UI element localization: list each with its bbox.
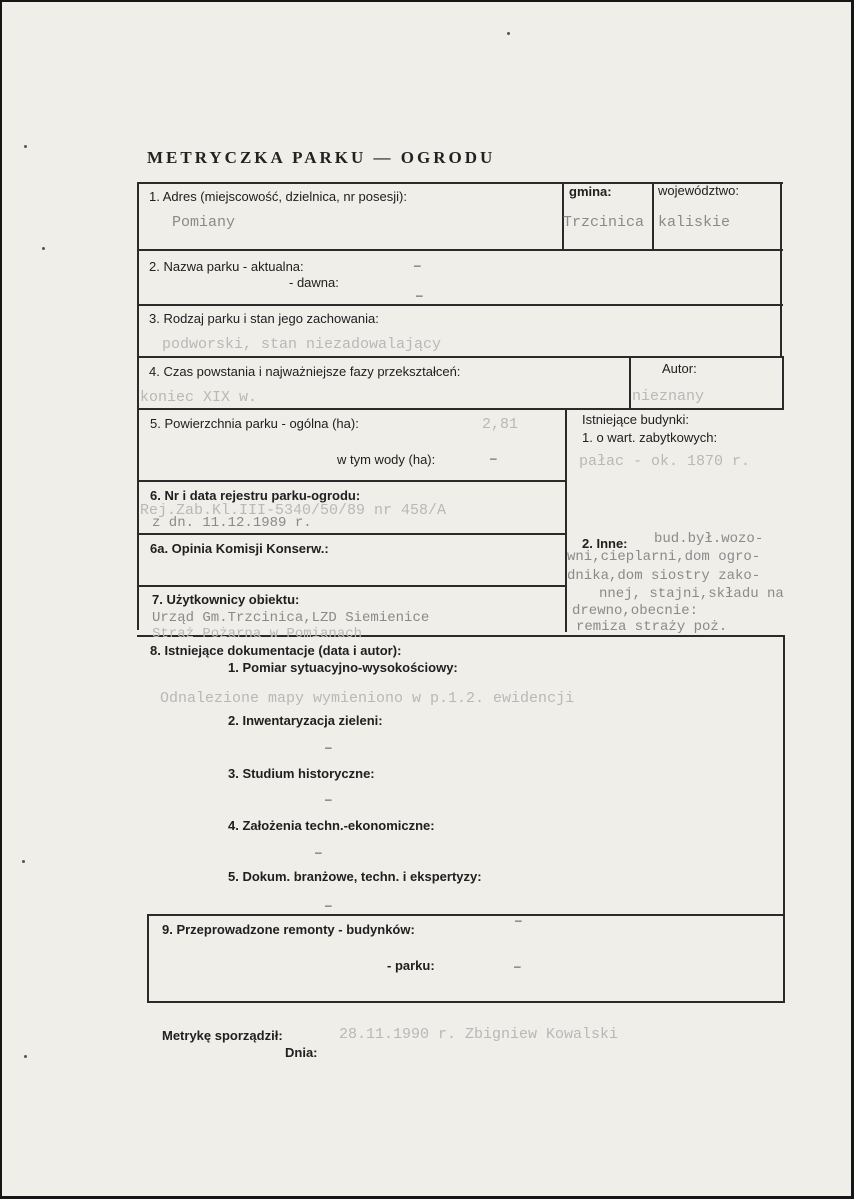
date-label: Dnia: <box>285 1045 318 1060</box>
historic-buildings-value: pałac - ok. 1870 r. <box>579 453 751 470</box>
divider-autor <box>629 356 631 408</box>
renovations-buildings-value: – <box>515 913 522 927</box>
paper-speck <box>24 1055 27 1058</box>
other-buildings-line-5: drewno,obecnie: <box>572 603 699 619</box>
survey-value: Odnalezione mapy wymieniono w p.1.2. ewidencji <box>160 690 575 707</box>
historical-study-label: 3. Studium historyczne: <box>228 766 375 781</box>
survey-label: 1. Pomiar sytuacyjno-wysokościowy: <box>228 660 458 675</box>
branch-docs-label: 5. Dokum. branżowe, techn. i ekspertyzy: <box>228 869 482 884</box>
form-border-bottom <box>147 1001 785 1003</box>
other-buildings-line-3: dnika,dom siostry zako- <box>567 568 761 584</box>
divider-3 <box>137 356 783 358</box>
divider-2 <box>137 304 783 306</box>
divider-wojewodztwo <box>652 182 654 250</box>
divider-9 <box>147 914 785 916</box>
renovations-park-label: - parku: <box>387 958 435 973</box>
divider-5 <box>137 480 567 482</box>
author-label: Autor: <box>662 361 697 376</box>
park-name-current-value: – <box>414 258 421 272</box>
greenery-inventory-value: – <box>325 740 332 754</box>
renovations-park-value: – <box>514 959 521 973</box>
form-border-left-2 <box>147 914 149 1003</box>
creation-time-value: koniec XIX w. <box>140 389 258 406</box>
historical-study-value: – <box>325 792 332 806</box>
address-value: Pomiany <box>172 214 236 231</box>
other-buildings-line-1: bud.był.wozo- <box>654 531 764 547</box>
tech-economic-label: 4. Założenia techn.-ekonomiczne: <box>228 818 435 833</box>
divider-buildings <box>565 408 567 632</box>
park-type-value: podworski, stan niezadowalający <box>162 336 442 353</box>
area-label: 5. Powierzchnia parku - ogólna (ha): <box>150 416 359 431</box>
form-border-right-5 <box>783 635 785 1003</box>
historic-buildings-label: 1. o wart. zabytkowych: <box>582 430 718 445</box>
park-type-label: 3. Rodzaj parku i stan jego zachowania: <box>149 311 379 326</box>
creation-time-label: 4. Czas powstania i najważniejsze fazy przekształceń: <box>149 364 461 379</box>
registry-value-line-2: z dn. 11.12.1989 r. <box>152 515 312 531</box>
greenery-inventory-label: 2. Inwentaryzacja zieleni: <box>228 713 383 728</box>
park-name-former-label: - dawna: <box>289 275 339 290</box>
paper-speck <box>22 860 25 863</box>
gmina-value: Trzcinica <box>563 214 645 231</box>
tech-economic-value: – <box>315 845 322 859</box>
address-label: 1. Adres (miejscowość, dzielnica, nr posesji): <box>149 189 407 204</box>
buildings-label: Istniejące budynki: <box>582 412 689 427</box>
divider-7 <box>137 585 567 587</box>
other-buildings-label: 2. Inne: <box>582 536 628 551</box>
form-border-right-3 <box>780 304 782 356</box>
document-page <box>2 2 851 1196</box>
author-value: nieznany <box>632 388 705 405</box>
divider-6 <box>137 533 567 535</box>
other-buildings-line-6: remiza straży poż. <box>576 619 728 635</box>
water-area-value: – <box>490 451 497 465</box>
document-title: METRYCZKA PARKU — OGRODU <box>147 148 496 167</box>
commission-opinion-label: 6a. Opinia Komisji Konserw.: <box>150 541 329 556</box>
gmina-label: gmina: <box>569 184 612 199</box>
users-value-line-2: Straż Pożarna w Pomianach <box>152 626 363 637</box>
paper-speck <box>507 32 510 35</box>
branch-docs-value: – <box>325 898 332 912</box>
park-name-former-value: – <box>416 288 423 302</box>
wojewodztwo-value: kaliskie <box>658 214 731 231</box>
prepared-by-label: Metrykę sporządził: <box>162 1028 283 1043</box>
renovations-label: 9. Przeprowadzone remonty - budynków: <box>162 922 415 937</box>
divider-1 <box>137 249 783 251</box>
documentation-label: 8. Istniejące dokumentacje (data i autor): <box>150 643 402 658</box>
paper-speck <box>24 145 27 148</box>
users-value-line-1: Urząd Gm.Trzcinica,LZD Siemienice <box>152 610 430 626</box>
area-value: 2,81 <box>482 416 519 433</box>
form-border-right-1 <box>780 182 782 250</box>
form-border-right-4 <box>782 356 784 410</box>
registry-value-line-1: Rej.Zab.Kl.III-5340/50/89 nr 458/A <box>140 502 447 519</box>
users-label: 7. Użytkownicy obiektu: <box>152 592 300 607</box>
divider-4 <box>137 408 784 410</box>
other-buildings-line-2: wni,cieplarni,dom ogro- <box>567 549 761 565</box>
form-border-right-2 <box>780 249 782 304</box>
other-buildings-line-4: nnej, stajni,składu na <box>599 586 784 602</box>
wojewodztwo-label: województwo: <box>658 183 739 198</box>
paper-speck <box>42 247 45 250</box>
prepared-by-value: 28.11.1990 r. Zbigniew Kowalski <box>339 1026 619 1043</box>
registry-label: 6. Nr i data rejestru parku-ogrodu: <box>150 488 361 503</box>
park-name-label: 2. Nazwa parku - aktualna: <box>149 259 304 274</box>
water-area-label: w tym wody (ha): <box>337 452 436 467</box>
